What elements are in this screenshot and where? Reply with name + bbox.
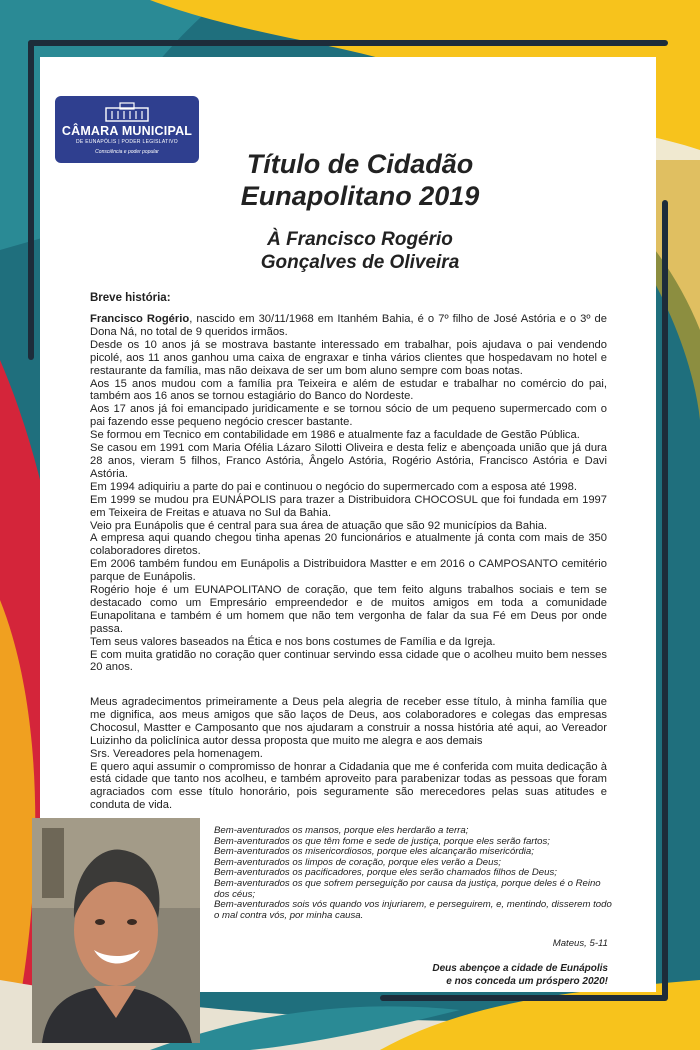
honoree-line-1: À Francisco Rogério [267,229,453,250]
title-line-2: Eunapolitano 2019 [240,181,480,211]
frame-line-bottom [380,995,668,1001]
beatitude-line: Bem-aventurados os mansos, porque eles herdarão a terra; [214,825,469,836]
story-text [90,313,607,674]
story-paragraph: E com muita gratidão no coração quer continuar servindo essa cidade que o acolheu muito bem nesses 20 anos. [90,648,607,674]
story-paragraph: Desde os 10 anos já se mostrava bastante interessado em trabalhar, pois ajudava o pai vendendo picolé, aos 11 anos ganhou uma caixa de engraxar e tinha vários clientes que hospedavam no hotel e restaurante da família, mas não deixava de ser um bom aluno sempre com boas notas. [90,338,607,377]
logo-subtitle: DE EUNAPÓLIS | PODER LEGISLATIVO [76,139,178,145]
beatitude-line: Bem-aventurados os que têm fome e sede de justiça, porque eles serão fartos; [214,835,550,847]
closing-line-2: e nos conceda um próspero 2020! [446,975,608,987]
thanks-paragraph: Srs. Vereadores pela homenagem. [90,747,263,760]
document-title [200,148,520,212]
story-name: Francisco Rogério [90,313,190,325]
thanks-paragraph: Meus agradecimentos primeiramente a Deus pela alegria de receber esse título, à minha família que me dignifica, aos meus amigos que são laços de Deus, aos colaboradores e colegas das empresas Chocosul, Mastter e Camposanto que nos ajudaram a construir a nossa história até aqui, ao Vereador Luizinho da policlínica autor dessa proposta que muito me alegra e aos demais [90,696,607,747]
beatitude-line: Bem-aventurados sois vós quando vos injuriarem, e perseguirem, e, mentindo, disserem todo o mal contra vós, por minha causa. [214,899,612,921]
section-heading: Breve história: [90,292,171,304]
story-paragraph: Tem seus valores baseados na Ética e nos bons costumes de Família e da Igreja. [90,635,496,648]
beatitude-line: Bem-aventurados os que sofrem perseguição por causa da justiça, porque deles é o Reino dos céus; [214,877,601,900]
building-icon [104,102,150,122]
story-paragraph: Se formou em Tecnico em contabilidade em 1986 e atualmente faz a faculdade de Gestão Pública. [90,429,580,442]
story-paragraph: Francisco Rogério, nascido em 30/11/1968 em Itanhém Bahia, é o 7º filho de José Astória e o 3º de Dona Ná, no total de 9 queridos irmãos. [90,313,607,338]
story-paragraph: Se casou em 1991 com Maria Ofélia Lázaro Silotti Oliveira e desta feliz e abençoada união que já dura 28 anos, vieram 5 filhos, Franco Astória, Ângelo Astória, Rogério Astória, Francisco Astória e Davi Astória. [90,442,607,480]
honoree-line-2: Gonçalves de Oliveira [260,252,460,273]
frame-line-right [662,200,668,1000]
story-paragraph: Aos 17 anos já foi emancipado juridicamente e se tornou sócio de um pequeno supermercado com o pai fazendo esse pequeno negócio crescer bastante. [90,403,607,429]
title-line-1: Título de Cidadão [246,149,474,179]
closing-blessing [400,963,608,988]
thanks-paragraph: E quero aqui assumir o compromisso de honrar a Cidadania que me é conferida com muita dedicação à está cidade que tanto nos acolheu, e também aproveito para parabenizar todas as pessoas que foram agraciados com esse título honorário, pois seguramente são merecedores pelas suas atitudes e conduta de vida. [90,760,607,812]
beatitudes-text [214,826,614,921]
story-paragraph: Aos 15 anos mudou com a família pra Teixeira e além de estudar e trabalhar no comércio do pai, também aos 16 anos se tornou estagiário do Banco do Nordeste. [90,377,607,403]
story-paragraph: Em 1994 adiquiriu a parte do pai e continuou o negócio do supermercado com a esposa até 1998. [90,480,577,493]
honoree-photo [32,818,200,1043]
beatitude-line: Bem-aventurados os limpos de coração, porque eles verão a Deus; [214,856,501,868]
bible-citation: Mateus, 5-11 [552,938,608,949]
logo-slogan: Consciência e poder popular [95,149,159,155]
frame-line-left [28,40,34,360]
closing-line-1: Deus abençoe a cidade de Eunápolis [432,963,608,974]
story-paragraph: Rogério hoje é um EUNAPOLITANO de coração, que tem feito alguns trabalhos sociais e tem se destacado como um Empresário empreendedor e de muitos amigos em toda a comunidade Eunapolitana e também é um homem que não tem vergonha de falar da sua Fé em Deus por onde passa. [90,584,607,635]
beatitude-line: Bem-aventurados os pacificadores, porque eles serão chamados filhos de Deus; [214,867,557,879]
story-paragraph: Em 2006 também fundou em Eunápolis a Distribuidora Mastter e em 2016 o CAMPOSANTO cemitério parque de Eunápolis. [90,558,607,584]
camara-municipal-logo [55,96,199,163]
honoree-name [200,228,520,274]
frame-line-top [28,40,668,46]
logo-name: CÂMARA MUNICIPAL [61,124,193,138]
beatitude-line: Bem-aventurados os misericordiosos, porque eles alcançarão misericórdia; [214,846,534,858]
story-paragraph: Veio pra Eunápolis que é central para sua área de atuação que são 92 municípios da Bahia. [90,519,548,532]
story-paragraph: A empresa aqui quando chegou tinha apenas 20 funcionários e atualmente já conta com mais de 350 colaboradores diretos. [90,532,607,558]
thanks-text [90,696,607,812]
story-paragraph: Em 1999 se mudou pra EUNÁPOLIS para trazer a Distribuidora CHOCOSUL que foi fundada em 1997 em Teixeira de Freitas e atuava no Sul da Bahia. [90,493,607,519]
